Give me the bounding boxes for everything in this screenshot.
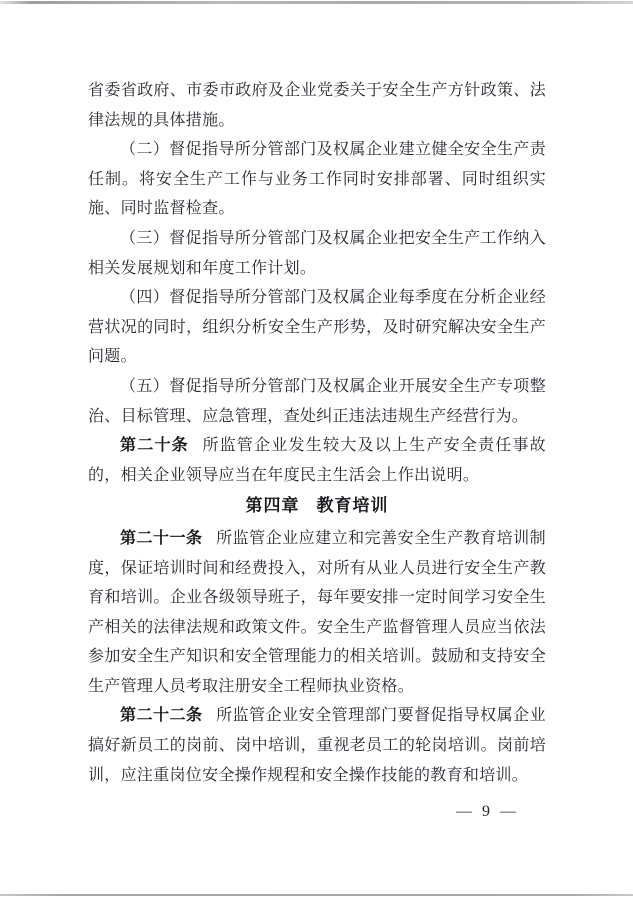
page-number: — 9 — [456,803,519,820]
scan-artifact-top-line [0,1,633,4]
paragraph-item-2: （二）督促指导所分管部门及权属企业建立健全安全生产责任制。将安全生产工作与业务工作同时安排部署、同时组织实施、同时监督检查。 [88,141,546,218]
article-20-number: 第二十条 [120,437,189,455]
paragraph-article-22 [88,701,546,790]
scan-artifact-bottom-line [0,894,633,896]
page-content [88,76,546,790]
paragraph-item-3: （三）督促指导所分管部门及权属企业把安全生产工作纳入相关发展规划和年度工作计划。 [88,229,546,277]
chapter-number: 第四章 [245,496,300,516]
paragraph-article-21 [88,524,546,702]
chapter-title: 教育培训 [316,496,389,516]
paragraph-item-4: （四）督促指导所分管部门及权属企业每季度在分析企业经营状况的同时，组织分析安全生产形势，及时研究解决安全生产问题。 [88,289,546,366]
article-22-text: 所监管企业安全管理部门要督促指导权属企业搞好新员工的岗前、岗中培训，重视老员工的轮岗培训。岗前培训，应注重岗位安全操作规程和安全操作技能的教育和培训。 [88,707,546,784]
article-20-text: 所监管企业发生较大及以上生产安全责任事故的，相关企业领导应当在年度民主生活会上作出说明。 [88,437,546,484]
paragraph-item-5: （五）督促指导所分管部门及权属企业开展安全生产专项整治、目标管理、应急管理，查处纠正违法违规生产经营行为。 [88,377,546,425]
article-21-text: 所监管企业应建立和完善安全生产教育培训制度，保证培训时间和经费投入，对所有从业人员进行安全生产教育和培训。企业各级领导班子，每年要安排一定时间学习安全生产相关的法律法规和政策文件。安全生产监督管理人员应当依法参加安全生产知识和安全管理能力的相关培训。鼓励和支持安全生产管理人员考取注册安全工程师执业资格。 [88,529,546,695]
article-21-number: 第二十一条 [120,529,203,547]
chapter-heading [88,491,546,521]
article-22-number: 第二十二条 [120,707,203,725]
paragraph-continuation: 省委省政府、市委市政府及企业党委关于安全生产方针政策、法律法规的具体措施。 [88,82,546,129]
paragraph-article-20 [88,431,546,490]
